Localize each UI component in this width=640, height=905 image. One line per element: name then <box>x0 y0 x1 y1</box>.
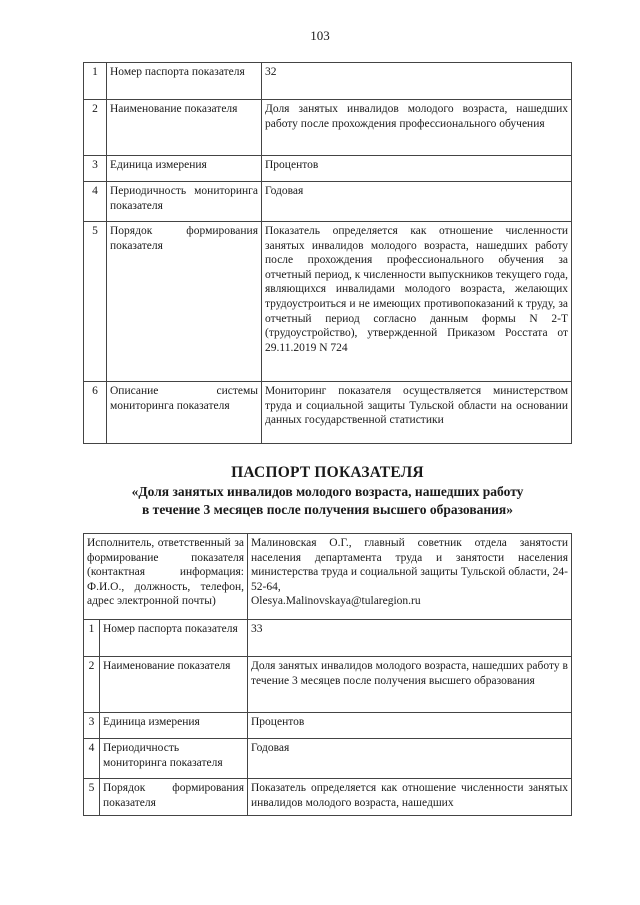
row-label: Единица измерения <box>107 156 262 182</box>
table-row <box>84 657 572 713</box>
row-label: Наименование показателя <box>100 657 248 713</box>
executor-email: Olesya.Malinovskaya@tularegion.ru <box>251 595 421 608</box>
row-number: 5 <box>84 779 100 816</box>
row-value: Доля занятых инвалидов молодого возраста, нашедших работу после прохождения профессионального обучения <box>262 100 572 156</box>
section-subtitle-line-1: «Доля занятых инвалидов молодого возраста, нашедших работу <box>131 484 524 499</box>
section-subtitle-line-2: в течение 3 месяцев после получения высшего образования» <box>142 502 513 517</box>
table-row <box>84 63 572 100</box>
row-number: 3 <box>84 156 107 182</box>
row-number: 2 <box>84 100 107 156</box>
row-label: Порядок формирования показателя <box>107 222 262 382</box>
row-value: Годовая <box>262 182 572 222</box>
table-row <box>84 620 572 657</box>
row-number: 1 <box>84 63 107 100</box>
row-value: Мониторинг показателя осуществляется министерством труда и социальной защиты Тульской области на основании данных государственной статистики <box>262 382 572 444</box>
indicator-passport-table-32 <box>83 62 572 444</box>
section-title: ПАСПОРТ ПОКАЗАТЕЛЯ <box>231 464 424 481</box>
row-label: Номер паспорта показателя <box>100 620 248 657</box>
row-number: 6 <box>84 382 107 444</box>
row-number: 3 <box>84 713 100 739</box>
executor-label: Исполнитель, ответственный за формирование показателя (контактная информация: Ф.И.О., должность, телефон, адрес электронной почты) <box>84 534 248 620</box>
table-row <box>84 779 572 816</box>
indicator-passport-table-33 <box>83 533 572 816</box>
row-value: Процентов <box>248 713 572 739</box>
passport-heading <box>83 463 572 519</box>
row-value: Процентов <box>262 156 572 182</box>
table-row <box>84 713 572 739</box>
table-row <box>84 182 572 222</box>
row-value: Показатель определяется как отношение численности занятых инвалидов молодого возраста, нашедших работу после прохождения профессионального обучения за отчетный период, к численности выпускников текущего года, являющихся инвалидами молодого возраста, желающих трудоустроиться и не имеющих противопоказаний к труду, за отчетный период согласно данным формы N 2-Т (трудоустройство), утвержденной Приказом Росстата от 29.11.2019 N 724 <box>262 222 572 382</box>
row-value: 32 <box>262 63 572 100</box>
executor-value <box>248 534 572 620</box>
row-value: 33 <box>248 620 572 657</box>
row-value: Годовая <box>248 739 572 779</box>
table-row <box>84 739 572 779</box>
table-row <box>84 156 572 182</box>
row-label: Номер паспорта показателя <box>107 63 262 100</box>
row-number: 4 <box>84 739 100 779</box>
row-number: 5 <box>84 222 107 382</box>
row-number: 1 <box>84 620 100 657</box>
row-label: Порядок формирования показателя <box>100 779 248 816</box>
row-value: Доля занятых инвалидов молодого возраста, нашедших работу в течение 3 месяцев после получения высшего образования <box>248 657 572 713</box>
table-row <box>84 382 572 444</box>
row-number: 4 <box>84 182 107 222</box>
row-label: Единица измерения <box>100 713 248 739</box>
row-label: Описание системы мониторинга показателя <box>107 382 262 444</box>
row-label: Периодичность мониторинга показателя <box>100 739 248 779</box>
executor-row <box>84 534 572 620</box>
executor-contact: Малиновская О.Г., главный советник отдела занятости населения департамента труда и занятости населения министерства труда и социальной защиты Тульской области, 24-52-64, <box>251 537 568 593</box>
row-number: 2 <box>84 657 100 713</box>
table-row <box>84 222 572 382</box>
page-number: 103 <box>310 28 330 43</box>
table-row <box>84 100 572 156</box>
row-value: Показатель определяется как отношение численности занятых инвалидов молодого возраста, нашедших <box>248 779 572 816</box>
row-label: Наименование показателя <box>107 100 262 156</box>
row-label: Периодичность мониторинга показателя <box>107 182 262 222</box>
